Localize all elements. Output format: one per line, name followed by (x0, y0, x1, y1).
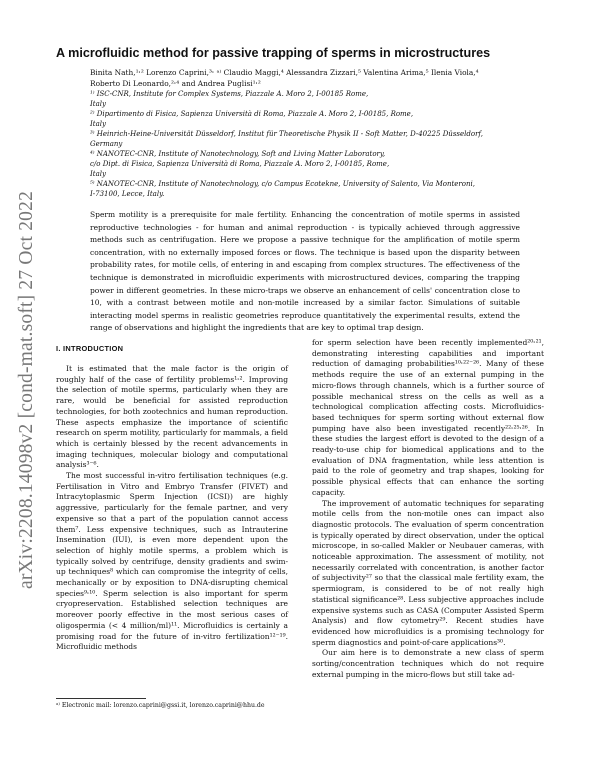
affiliation-line: Italy (90, 100, 106, 108)
right-column (312, 338, 544, 681)
footnote-email: ᵃ⁾ Electronic mail: lorenzo.caprini@gssi.it, lorenzo.caprini@hhu.de (56, 702, 265, 709)
author-line-1: Binita Nath,¹˒² Lorenzo Caprini,³˒ ᵃ⁾ Claudio Maggi,⁴ Alessandra Zizzari,⁵ Valentina Arima,⁵ Ilenia Viola,⁴ (90, 68, 479, 77)
left-column (56, 364, 288, 653)
author-line-2: Roberto Di Leonardo,²˒⁴ and Andrea Puglisi¹˒² (90, 79, 261, 88)
affiliation-line: c/o Dipt. di Fisica, Sapienza Università di Roma, Piazzale A. Moro 2, I-00185, Rome, (90, 160, 390, 168)
paragraph: Our aim here is to demonstrate a new class of sperm sorting/concentration techniques which do not require external pumping in the micro-flows but still take ad- (312, 648, 544, 679)
paragraph: for sperm selection have been recently implemented²⁰˒²¹, demonstrating interesting capabilities and important reduction of damaging probabilities¹⁰˒²²⁻²⁶. Many of these methods require the use of an external pumping in the micro-flows through channels, which is a further source of possible mechanical stress on the cells as well as a technological complication affecting costs. Microfluidics-based techniques for sperm sorting without external flow pumping have also been investigated recently²²˒²⁵˒²⁶. In these studies the largest effort is devoted to the design of a ready-to-use chip for biomedical applications and to the evaluation of DNA fragmentation, while less attention is paid to the role of geometry and trap shapes, looking for possible physical effects that can enhance the sorting capacity. (312, 338, 544, 497)
section-heading-introduction: I. INTRODUCTION (56, 344, 124, 353)
affiliation-line: Italy (90, 120, 106, 128)
affiliation-line: I-73100, Lecce, Italy. (90, 190, 165, 198)
arxiv-stamp (6, 190, 48, 590)
paragraph: The most successful in-vitro fertilisation techniques (e.g. Fertilisation in Vitro and Embryo Transfer (FIVET) and Intracytoplasmic Sperm Injection (ICSI)) are highly aggressive, particularly for the female partner, and very expensive so that a part of the population cannot access them⁷. Less expensive techniques, such as Intrauterine Insemination (IUI), is even more dependent upon the selection of highly motile sperms, a problem which is typically solved by centrifuge, density gradients and swim-up techniques⁸ which can compromise the integrity of cells, mechanically or by exposition to DNA-disrupting chemical species⁹˒¹⁰. Sperm selection is also important for sperm cryopreservation. Established selection techniques are moreover poorly effective in the most serious cases of oligospermia (< 4 million/ml)¹¹. Microfluidics is certainly a promising road for the future of in-vitro fertilization¹²⁻¹⁹. Microfluidic methods (56, 471, 288, 652)
paper-title: A microfluidic method for passive trapping of sperms in microstructures (56, 46, 491, 60)
affiliation-line: Italy (90, 170, 106, 178)
author-list (90, 67, 530, 89)
affiliation-line: ³⁾ Heinrich-Heine-Universität Düsseldorf, Institut für Theoretische Physik II - Soft Matter, D-40225 Düsseldorf, (90, 130, 483, 138)
paragraph: It is estimated that the male factor is the origin of roughly half of the case of fertility problems¹˒². Improving the selection of motile sperms, particularly when they are rare, would be beneficial for assisted reproduction technologies, for both zootechnics and human reproduction. These aspects emphasize the importance of scientific research on sperm motility, particularly for mammals, a field which is certainly blessed by the recent advancements in imaging techniques, molecular biology and computational analysis³⁻⁶. (56, 364, 288, 470)
arxiv-stamp-text: arXiv:2208.14098v2 [cond-mat.soft] 27 Oct 2022 (16, 190, 37, 590)
paragraph: The improvement of automatic techniques for separating motile cells from the non-motile ones can impact also diagnostic protocols. The evaluation of sperm concentration is typically operated by direct observation, under the optical microscope, in so-called Makler or Neubauer cameras, with noticeable approximation. The assessment of motility, not necessarily correlated with concentration, is another factor of subjectivity²⁷ so that the classical male fertility exam, the spermiogram, is considered to be of not really high statistical significance²⁸. Less subjective approaches include expensive systems such as CASA (Computer Assisted Sperm Analysis) and flow cytometry²⁹. Recent studies have evidenced how microfluidics is a promising technology for sperm diagnostics and point-of-care applications³⁰. (312, 498, 544, 647)
affiliation-line: Germany (90, 140, 123, 148)
affiliation-line: ²⁾ Dipartimento di Fisica, Sapienza Università di Roma, Piazzale A. Moro 2, I-00185, Rome, (90, 110, 414, 118)
affiliation-line: ⁵⁾ NANOTEC-CNR, Institute of Nanotechnology, c/o Campus Ecotekne, University of Salento, Via Monteroni, (90, 180, 475, 188)
affiliation-line: ⁴⁾ NANOTEC-CNR, Institute of Nanotechnology, Soft and Living Matter Laboratory, (90, 150, 386, 158)
footnote-rule (56, 698, 146, 699)
abstract: Sperm motility is a prerequisite for male fertility. Enhancing the concentration of motile sperms in assisted reproductive technologies - for human and animal reproduction - is typically achieved through aggressive methods such as centrifugation. Here we propose a passive technique for the amplification of motile sperm concentration, with no externally imposed forces or flows. The technique is based upon the disparity between probability rates, for motile cells, of entering in and escaping from complex structures. The effectiveness of the technique is demonstrated in microfluidic experiments with microstructured devices, comparing the trapping power in different geometries. In these micro-traps we observe an enhancement of cells' concentration close to 10, with a contrast between motile and non-motile increased by a similar factor. Simulations of suitable interacting model sperms in realistic geometries reproduce quantitatively the experimental results, extend the range of observations and highlight the ingredients that are key to optimal trap design. (90, 210, 520, 333)
affiliation-line: ¹⁾ ISC-CNR, Institute for Complex Systems, Piazzale A. Moro 2, I-00185 Rome, (90, 90, 369, 98)
